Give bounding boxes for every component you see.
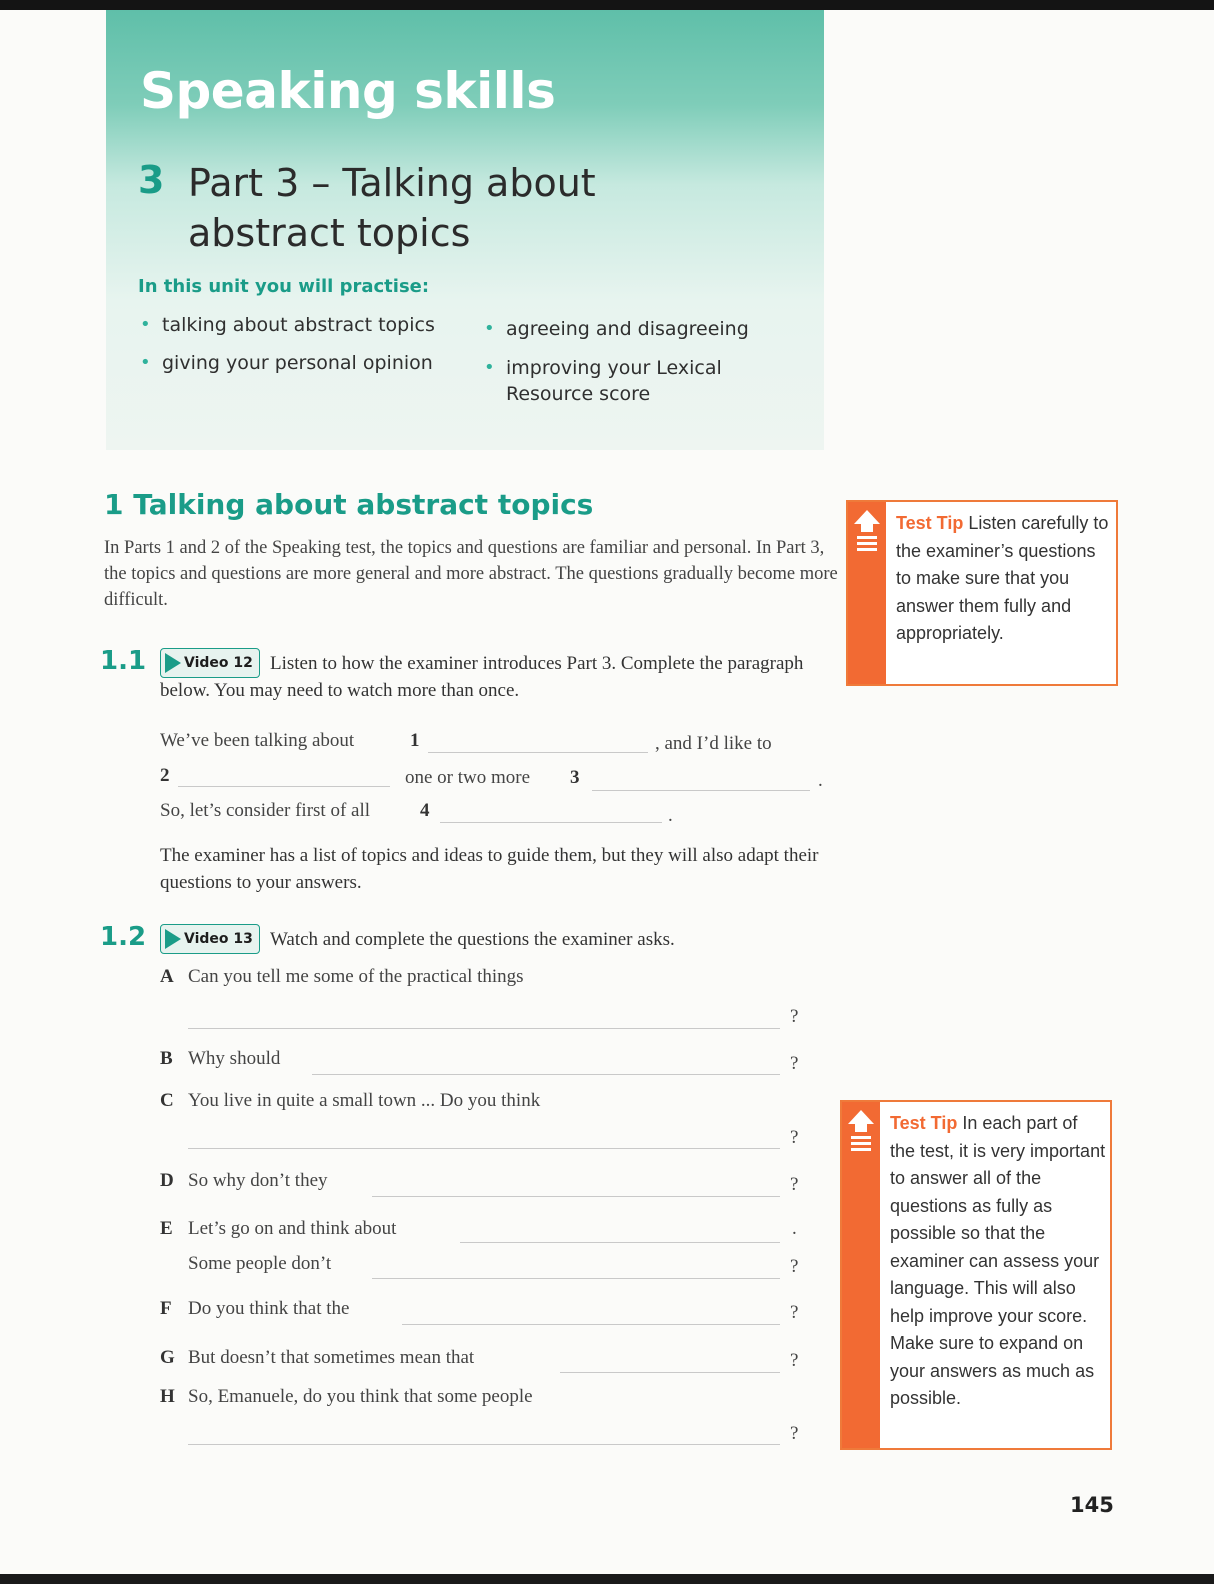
exercise-instruction: Watch and complete the questions the examiner asks. <box>270 929 675 950</box>
gap-number: 1 <box>410 730 420 751</box>
answer-line[interactable] <box>372 1278 780 1279</box>
question-text: So why don’t they <box>188 1170 328 1191</box>
tip-text <box>890 1110 1106 1413</box>
question-text: So, Emanuele, do you think that some people <box>188 1386 533 1407</box>
paragraph-line: . <box>818 770 823 791</box>
question-text: But doesn’t that sometimes mean that <box>188 1347 475 1368</box>
gap-2-line[interactable] <box>178 786 390 787</box>
gap-1-line[interactable] <box>428 752 648 753</box>
tip-label: Test Tip <box>890 1113 958 1133</box>
answer-line[interactable] <box>188 1444 780 1445</box>
question-end: ? <box>790 1423 799 1444</box>
answer-line[interactable] <box>560 1372 780 1373</box>
tip-label: Test Tip <box>896 513 964 533</box>
question-text: You live in quite a small town ... Do you think <box>188 1090 541 1111</box>
answer-line[interactable] <box>372 1196 780 1197</box>
exercise-instruction: Listen to how the examiner introduces Part 3. Complete the paragraph below. You may need to watch more than once. <box>160 653 804 701</box>
arrow-up-icon <box>854 510 880 556</box>
video-12-button[interactable]: Video 12 <box>160 648 260 678</box>
exercise-note: The examiner has a list of topics and ideas to guide them, but they will also adapt their questions to your answers. <box>160 845 819 893</box>
question-text: Let’s go on and think about <box>188 1218 397 1239</box>
answer-line[interactable] <box>402 1324 780 1325</box>
question-letter: C <box>160 1090 174 1111</box>
tip-body: In each part of the test, it is very important to answer all of the questions as fully as possible so that the examiner can assess your language. This will also help improve your score. Make sure to expand on your answers as much as possible. <box>890 1113 1106 1408</box>
practise-heading: In this unit you will practise: <box>138 276 430 297</box>
question-letter: H <box>160 1386 175 1407</box>
question-letter: E <box>160 1218 173 1239</box>
question-end: ? <box>790 1053 799 1074</box>
question-end: ? <box>790 1006 799 1027</box>
paragraph-line: So, let’s consider first of all <box>160 800 371 821</box>
question-letter: B <box>160 1048 173 1069</box>
tip-sidebar <box>842 1102 880 1448</box>
gap-3-line[interactable] <box>592 790 810 791</box>
question-letter: A <box>160 966 174 987</box>
question-text: Do you think that the <box>188 1298 350 1319</box>
unit-number: 3 <box>138 158 165 202</box>
question-letter: F <box>160 1298 172 1319</box>
page-number: 145 <box>1070 1493 1114 1517</box>
tip-body: Listen carefully to the examiner’s questions to make sure that you answer them fully and appropriately. <box>896 513 1109 643</box>
question-text: Can you tell me some of the practical things <box>188 966 524 987</box>
answer-line[interactable] <box>460 1242 780 1243</box>
question-letter: D <box>160 1170 174 1191</box>
gap-4-line[interactable] <box>440 822 662 823</box>
video-13-button[interactable]: Video 13 <box>160 924 260 954</box>
question-end: ? <box>790 1256 799 1277</box>
answer-line[interactable] <box>312 1074 780 1075</box>
test-tip-box <box>840 1100 1112 1450</box>
intro-paragraph: In Parts 1 and 2 of the Speaking test, the topics and questions are familiar and personal. In Part 3, the topics and questions are more general and more abstract. The questions gradually become more difficult. <box>104 538 838 610</box>
bullet-dot-icon: • <box>484 318 495 339</box>
question-end: . <box>792 1218 797 1239</box>
tip-text <box>896 510 1110 648</box>
test-tip-box <box>846 500 1118 686</box>
question-text: Why should <box>188 1048 281 1069</box>
gap-number: 3 <box>570 767 580 788</box>
answer-line[interactable] <box>188 1148 780 1149</box>
question-end: ? <box>790 1174 799 1195</box>
top-border <box>0 0 1214 10</box>
question-text: Some people don’t <box>188 1253 332 1274</box>
bullet-item: • talking about abstract topics <box>140 314 435 336</box>
play-icon <box>165 929 181 949</box>
question-end: ? <box>790 1127 799 1148</box>
unit-title: Part 3 – Talking about abstract topics <box>188 161 596 255</box>
exercise-number: 1.1 <box>100 646 147 676</box>
section-heading: Speaking skills <box>140 62 556 120</box>
section-title: 1 Talking about abstract topics <box>104 488 594 521</box>
answer-line[interactable] <box>188 1028 780 1029</box>
bullet-dot-icon: • <box>140 314 151 335</box>
paragraph-line: . <box>668 805 673 826</box>
gap-number: 4 <box>420 800 430 821</box>
bottom-border <box>0 1574 1214 1584</box>
gap-number: 2 <box>160 765 170 786</box>
bullet-item: • improving your Lexical Resource score <box>484 357 722 405</box>
arrow-up-icon <box>848 1110 874 1156</box>
bullet-item: • giving your personal opinion <box>140 352 433 374</box>
paragraph-line: one or two more <box>405 767 531 788</box>
tip-sidebar <box>848 502 886 684</box>
paragraph-line: We’ve been talking about <box>160 730 355 751</box>
paragraph-line: , and I’d like to <box>655 733 772 754</box>
question-end: ? <box>790 1350 799 1371</box>
bullet-dot-icon: • <box>140 352 151 373</box>
bullet-item: • agreeing and disagreeing <box>484 318 749 340</box>
question-end: ? <box>790 1302 799 1323</box>
bullet-dot-icon: • <box>484 357 495 378</box>
exercise-number: 1.2 <box>100 922 147 952</box>
question-letter: G <box>160 1347 175 1368</box>
